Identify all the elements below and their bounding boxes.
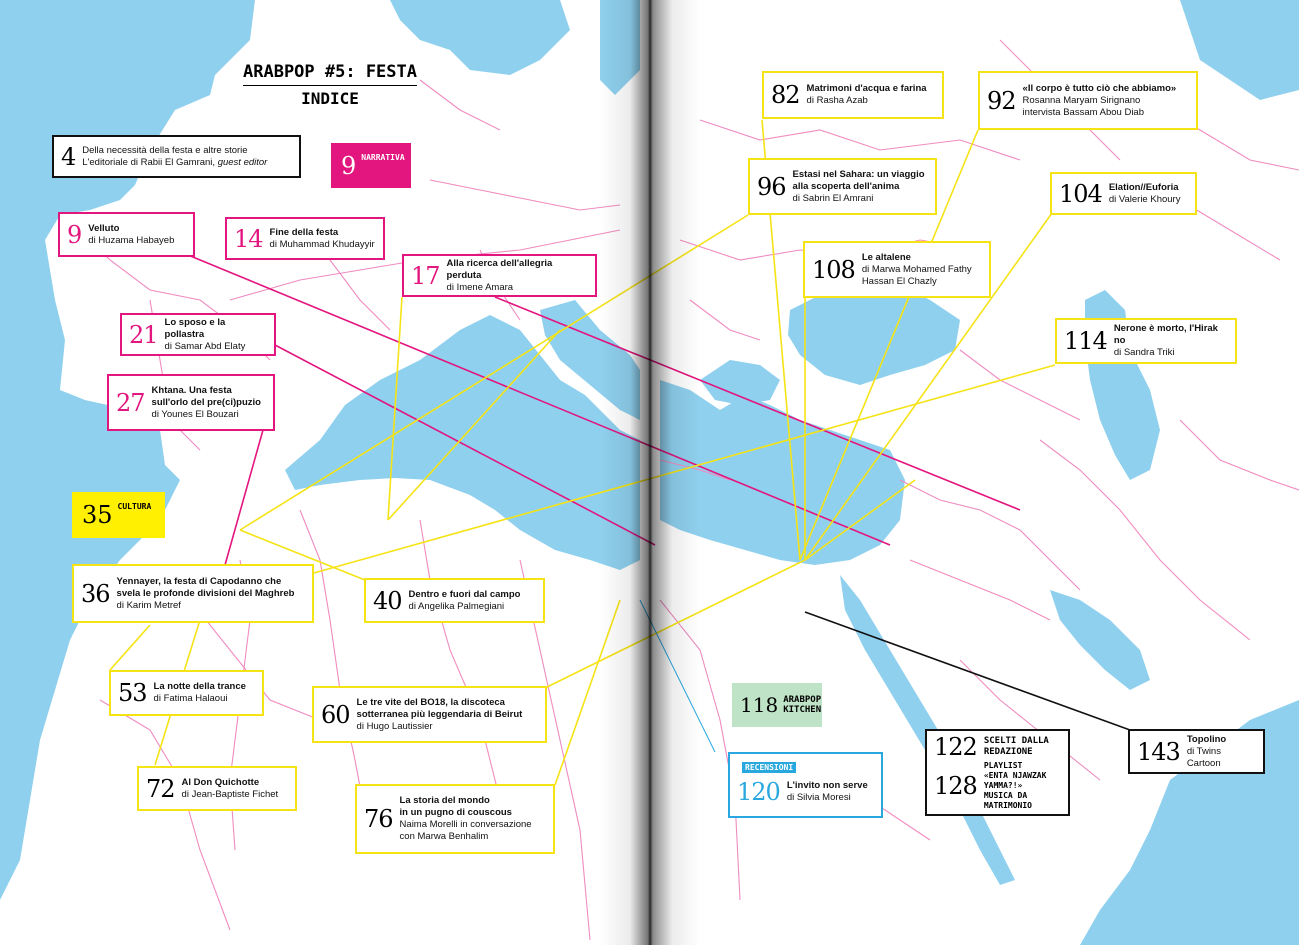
entry-text: La notte della trance di Fatima Halaoui — [153, 681, 246, 704]
index-entry-92[interactable] — [978, 71, 1198, 130]
index-entry-14[interactable] — [225, 217, 385, 260]
index-entry-17[interactable] — [402, 254, 597, 297]
index-entry-143[interactable] — [1128, 729, 1265, 774]
entry-page-number: 82 — [771, 81, 800, 109]
section-label: CULTURA — [117, 502, 152, 511]
magazine-title — [243, 62, 417, 108]
issue-title: ARABPOP #5: FESTA — [243, 62, 417, 86]
entry-page-number: 96 — [757, 172, 786, 201]
index-entry-76[interactable] — [355, 784, 555, 854]
index-entry-36[interactable] — [72, 564, 314, 623]
index-entry-82[interactable] — [762, 71, 944, 119]
entry-page-number: 108 — [812, 255, 855, 284]
entry-page-number: 120 — [737, 777, 780, 806]
index-entry-4[interactable] — [52, 135, 301, 178]
section-page-number: 35 — [82, 501, 113, 529]
index-entry-21[interactable] — [120, 313, 276, 356]
index-entry-108[interactable] — [803, 241, 991, 298]
entry-text: Fine della festa di Muhammad Khudayyir — [269, 226, 375, 250]
entry-text: Le altalene di Marwa Mohamed Fathy Hassan El Chazly — [861, 251, 972, 287]
entry-text: PLAYLIST «ENTA NJAWZAK YAMMA?!» MUSICA DA MATRIMONIO — [983, 760, 1047, 810]
index-entry-120[interactable] — [728, 752, 883, 818]
entry-page-number: 92 — [987, 86, 1016, 115]
section-kitchen[interactable] — [732, 683, 822, 727]
entry-text: Della necessità della festa e altre storie L'editoriale di Rabii El Gamrani, guest editor — [82, 144, 268, 168]
entry-text: «Il corpo è tutto ciò che abbiamo» Rosanna Maryam Sirignano intervista Bassam Abou Diab — [1022, 82, 1177, 118]
entry-text: Lo sposo e la pollastra di Samar Abd Elaty — [164, 316, 246, 352]
index-entry-114[interactable] — [1055, 318, 1237, 364]
section-label: ARABPOP KITCHEN — [783, 695, 822, 715]
entry-text: Le tre vite del BO18, la discoteca sotterranea più leggendaria di Beirut di Hugo Lautissier — [356, 696, 523, 732]
entry-page-number: 40 — [373, 586, 402, 615]
index-heading: INDICE — [301, 89, 359, 108]
entry-text: L'invito non serve di Silvia Moresi — [786, 779, 868, 803]
page-fold-shadow — [600, 0, 700, 945]
entry-text: Matrimoni d'acqua e farina di Rasha Azab — [806, 83, 927, 106]
entry-text: Alla ricerca dell'allegria perduta di Imene Amara — [446, 257, 553, 293]
entry-page-number: 9 — [67, 220, 82, 249]
index-entry-9[interactable] — [58, 212, 195, 257]
index-entry-96[interactable] — [748, 158, 937, 215]
entry-page-number: 128 — [934, 771, 977, 800]
section-narrativa[interactable] — [331, 143, 411, 188]
entry-text: Elation//Euforia di Valerie Khoury — [1108, 181, 1181, 205]
index-entry-104[interactable] — [1050, 172, 1197, 215]
entry-page-number: 27 — [116, 388, 145, 417]
entry-page-number: 36 — [81, 579, 110, 608]
entry-text: Nerone è morto, l'Hirak no di Sandra Triki — [1113, 323, 1218, 358]
index-entry-53[interactable] — [109, 670, 264, 716]
section-page-number: 9 — [341, 151, 357, 180]
index-entry-27[interactable] — [107, 374, 275, 431]
entry-text: La storia del mondo in un pugno di couscous Naima Morelli in conversazione con Marwa Benhalim — [399, 795, 532, 842]
entry-page-number: 14 — [234, 224, 263, 253]
entry-page-number: 21 — [129, 320, 158, 349]
section-page-number: 118 — [740, 693, 779, 717]
entry-page-number: 104 — [1059, 179, 1102, 208]
index-entry-40[interactable] — [364, 578, 545, 623]
entry-page-number: 114 — [1064, 327, 1107, 355]
entry-text: Dentro e fuori dal campo di Angelika Palmegiani — [408, 588, 521, 612]
entry-122[interactable] — [934, 732, 1049, 761]
section-label: NARRATIVA — [361, 153, 405, 162]
entry-text: Yennayer, la festa di Capodanno che svela le profonde divisioni del Maghreb di Karim Metref — [116, 575, 295, 611]
index-entry-60[interactable] — [312, 686, 547, 743]
index-entry-122-128[interactable] — [925, 729, 1070, 816]
entry-128[interactable] — [934, 761, 1060, 811]
index-entry-72[interactable] — [137, 766, 297, 811]
entry-page-number: 17 — [411, 261, 440, 290]
entry-text: Khtana. Una festa sull'orlo del pre(ci)puzio di Younes El Bouzari — [151, 384, 261, 420]
entry-text: Velluto di Huzama Habayeb — [88, 222, 175, 246]
entry-page-number: 122 — [934, 732, 977, 761]
entry-text: SCELTI DALLA REDAZIONE — [983, 735, 1049, 757]
entry-page-number: 72 — [146, 774, 175, 803]
entry-page-number: 60 — [321, 700, 350, 729]
entry-page-number: 53 — [118, 679, 147, 707]
entry-text: Topolino di Twins Cartoon — [1186, 733, 1227, 769]
entry-page-number: 4 — [61, 142, 76, 171]
entry-page-number: 76 — [364, 805, 393, 833]
entry-page-number: 143 — [1137, 737, 1180, 766]
entry-text: Estasi nel Sahara: un viaggio alla scoperta dell'anima di Sabrin El Amrani — [792, 168, 925, 204]
entry-text: Al Don Quichotte di Jean-Baptiste Fichet — [181, 776, 279, 800]
section-recensioni-label: RECENSIONI — [742, 762, 796, 773]
section-cultura[interactable] — [72, 492, 165, 538]
